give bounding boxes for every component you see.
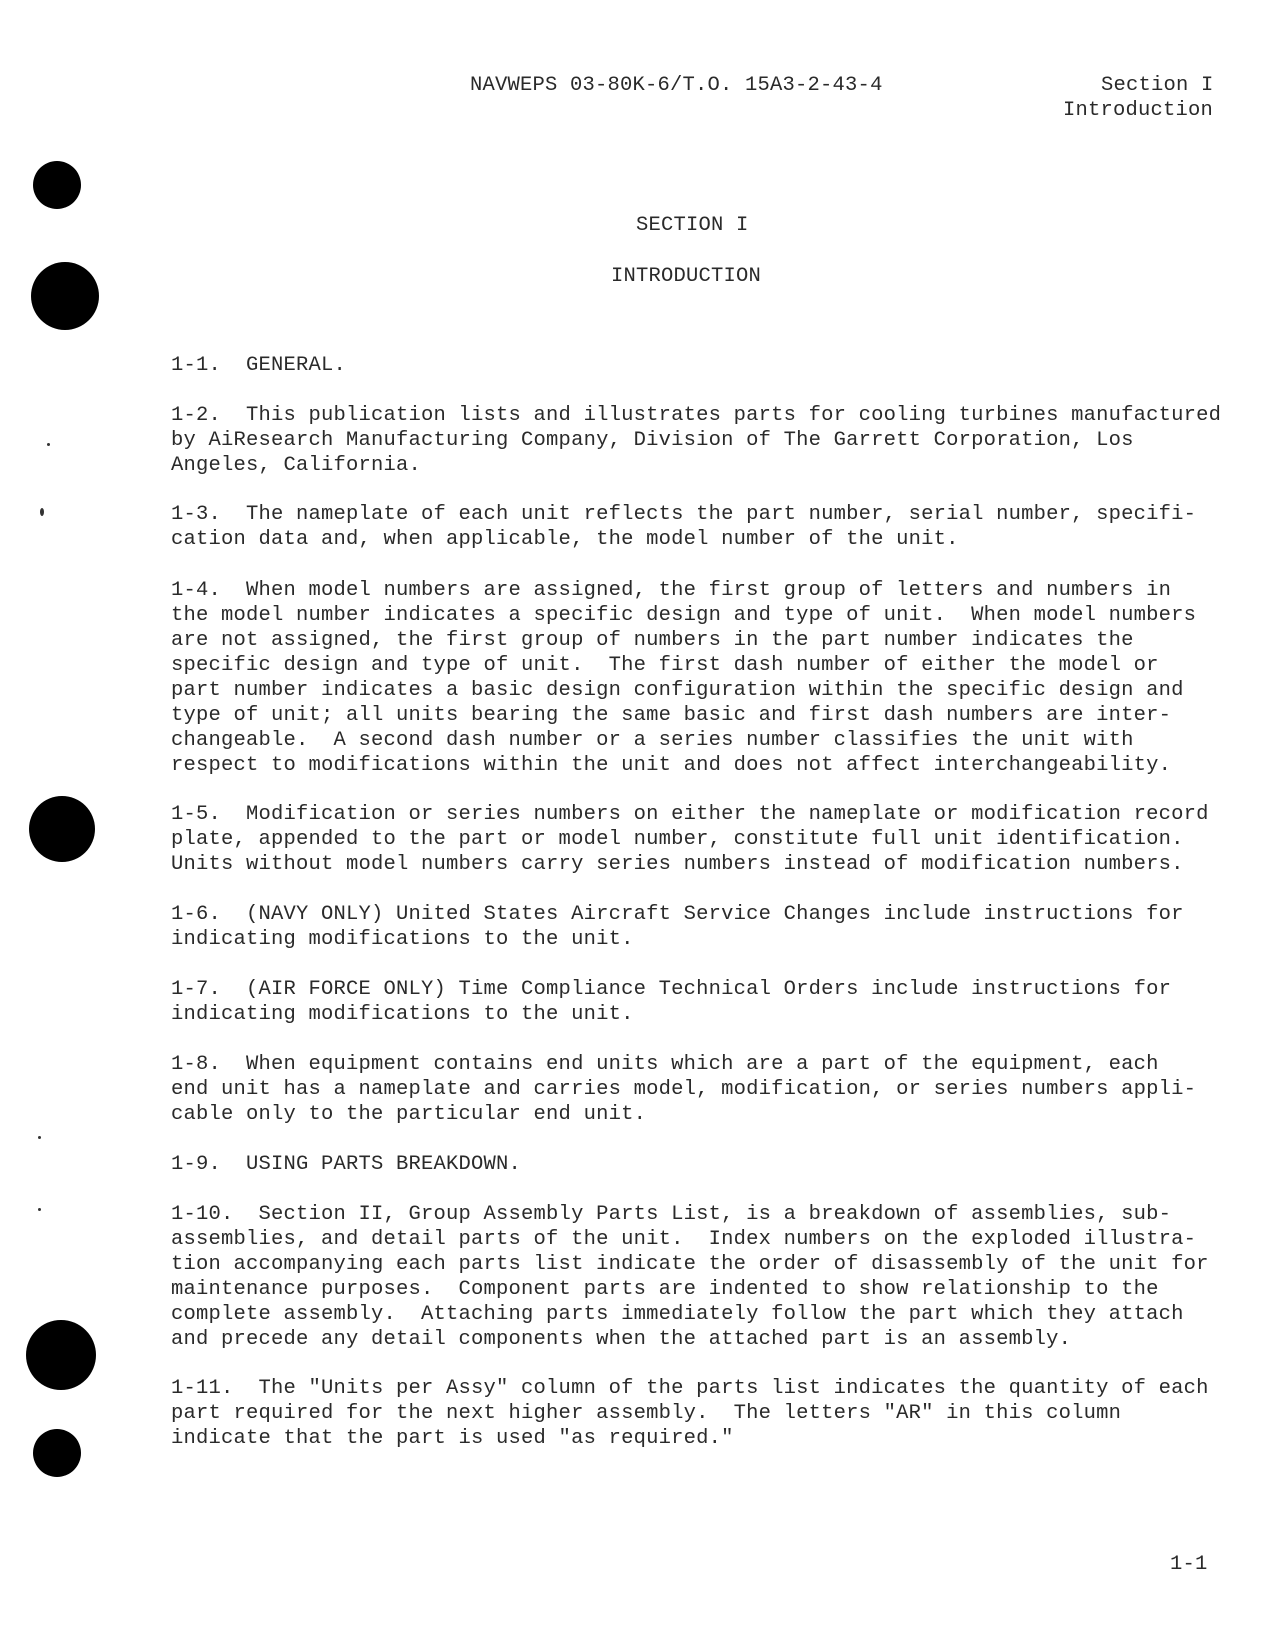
text-line: assemblies, and detail parts of the unit. Index numbers on the exploded illustra- [171, 1228, 1197, 1251]
scan-speck [38, 1136, 41, 1139]
page-number: 1-1 [1170, 1553, 1208, 1576]
text-line: 1-2. This publication lists and illustrates parts for cooling turbines manufactured [171, 404, 1222, 427]
text-line: cable only to the particular end unit. [171, 1103, 647, 1126]
text-line: specific design and type of unit. The first dash number of either the model or [171, 654, 1159, 677]
text-line: indicating modifications to the unit. [171, 1003, 634, 1026]
scan-speck [38, 1208, 41, 1211]
scan-speck [47, 443, 50, 446]
text-line: Units without model numbers carry series numbers instead of modification numbers. [171, 853, 1184, 876]
header-section-name: Introduction [1063, 99, 1214, 122]
binder-hole [31, 262, 99, 330]
binder-hole [26, 1320, 96, 1390]
paragraph-1-6 [171, 902, 1231, 952]
text-line: Angeles, California. [171, 454, 422, 477]
text-line: 1-6. (NAVY ONLY) United States Aircraft Service Changes include instructions for [171, 903, 1184, 926]
text-line: 1-4. When model numbers are assigned, the first group of letters and numbers in [171, 579, 1172, 602]
text-line: indicating modifications to the unit. [171, 928, 634, 951]
text-line: part number indicates a basic design configuration within the specific design and [171, 679, 1184, 702]
binder-hole [33, 1429, 81, 1477]
paragraph-1-2 [171, 403, 1231, 478]
binder-hole [29, 796, 95, 862]
text-line: end unit has a nameplate and carries model, modification, or series numbers appli- [171, 1078, 1197, 1101]
paragraph-1-5 [171, 802, 1231, 877]
text-line: 1-5. Modification or series numbers on either the nameplate or modification record [171, 803, 1209, 826]
document-number: NAVWEPS 03-80K-6/T.O. 15A3-2-43-4 [470, 74, 883, 97]
paragraph-1-4 [171, 578, 1231, 778]
header-section-label: Section I [1101, 74, 1214, 97]
text-line: 1-11. The "Units per Assy" column of the parts list indicates the quantity of each [171, 1377, 1209, 1400]
text-line: 1-8. When equipment contains end units which are a part of the equipment, each [171, 1053, 1159, 1076]
text-line: and precede any detail components when the attached part is an assembly. [171, 1328, 1072, 1351]
introduction-title: INTRODUCTION [611, 265, 762, 288]
text-line: changeable. A second dash number or a series number classifies the unit with [171, 729, 1134, 752]
paragraph-1-3 [171, 502, 1231, 552]
text-line: plate, appended to the part or model number, constitute full unit identification. [171, 828, 1184, 851]
scan-speck [40, 508, 44, 516]
heading-using-parts-breakdown: 1-9. USING PARTS BREAKDOWN. [171, 1153, 522, 1176]
text-line: part required for the next higher assembly. The letters "AR" in this column [171, 1402, 1122, 1425]
text-line: 1-10. Section II, Group Assembly Parts List, is a breakdown of assemblies, sub- [171, 1203, 1172, 1226]
text-line: respect to modifications within the unit and does not affect interchangeability. [171, 754, 1172, 777]
text-line: complete assembly. Attaching parts immediately follow the part which they attach [171, 1303, 1184, 1326]
text-line: tion accompanying each parts list indicate the order of disassembly of the unit for [171, 1253, 1209, 1276]
paragraph-1-8 [171, 1052, 1231, 1127]
text-line: type of unit; all units bearing the same basic and first dash numbers are inter- [171, 704, 1172, 727]
text-line: indicate that the part is used "as required." [171, 1427, 734, 1450]
text-line: by AiResearch Manufacturing Company, Division of The Garrett Corporation, Los [171, 429, 1134, 452]
text-line: the model number indicates a specific design and type of unit. When model numbers [171, 604, 1197, 627]
text-line: are not assigned, the first group of numbers in the part number indicates the [171, 629, 1134, 652]
paragraph-1-10 [171, 1202, 1231, 1352]
section-title: SECTION I [636, 214, 749, 237]
paragraph-1-11 [171, 1376, 1231, 1451]
text-line: cation data and, when applicable, the model number of the unit. [171, 528, 959, 551]
text-line: 1-3. The nameplate of each unit reflects the part number, serial number, specifi- [171, 503, 1197, 526]
paragraph-1-7 [171, 977, 1231, 1027]
text-line: 1-7. (AIR FORCE ONLY) Time Compliance Technical Orders include instructions for [171, 978, 1172, 1001]
text-line: maintenance purposes. Component parts are indented to show relationship to the [171, 1278, 1159, 1301]
binder-hole [33, 161, 81, 209]
heading-general: 1-1. GENERAL. [171, 354, 347, 377]
